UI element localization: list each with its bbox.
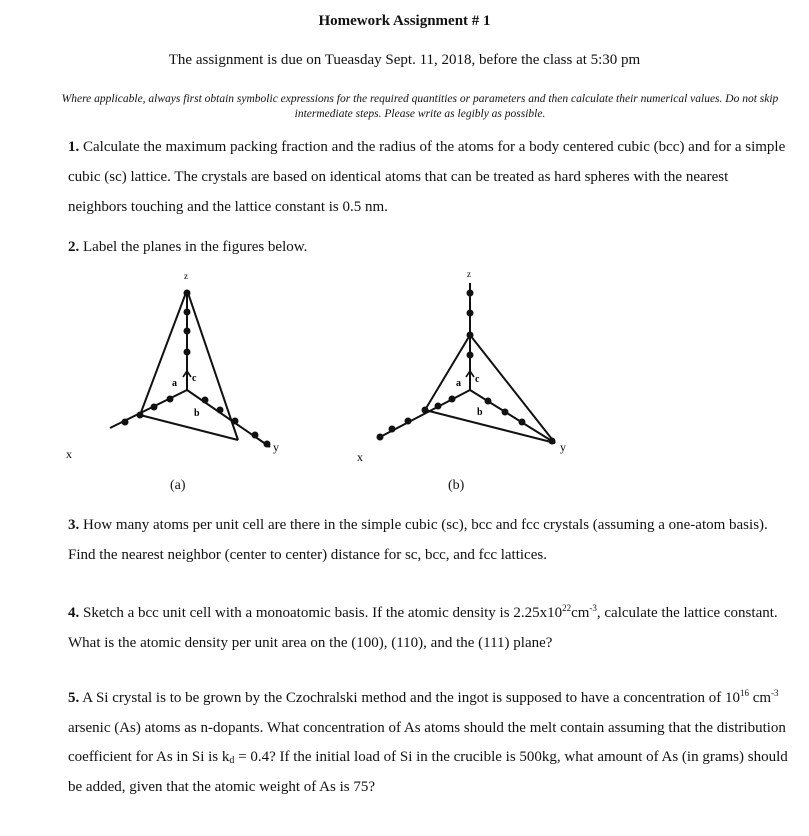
figure-a-diagram <box>60 265 290 465</box>
question-2 <box>68 232 788 262</box>
question-1 <box>68 132 788 222</box>
question-2-text: Label the planes in the figures below. <box>83 239 308 255</box>
question-5-exponent-2: -3 <box>771 688 779 698</box>
figure-b-atom <box>519 419 526 426</box>
figure-a-c-arrow <box>183 371 191 390</box>
question-1-text: Calculate the maximum packing fraction and the radius of the atoms for a body centered cubic (bcc) and for a simple cubic (sc) lattice. The crystals are based on identical atoms that can be treated as hard spheres with the nearest neighbors touching and the lattice constant is 0.5 nm. <box>68 139 786 215</box>
question-5 <box>68 684 788 802</box>
figure-a-atom <box>264 441 271 448</box>
figure-b-diagram <box>340 265 580 465</box>
question-4-exponent-1: 22 <box>562 603 572 613</box>
figure-b-atom <box>549 438 556 445</box>
figure-b-plane-edge-xy <box>425 410 555 443</box>
question-5-subscript: d <box>229 755 235 766</box>
figure-b-b-label: b <box>477 407 483 418</box>
figure-a-x-label: x <box>66 447 72 461</box>
figure-a-atom <box>184 290 191 297</box>
figure-b-atom <box>449 396 456 403</box>
question-3 <box>68 510 788 570</box>
figure-b-c-label: c <box>475 374 480 385</box>
page-title: Homework Assignment # 1 <box>318 13 491 29</box>
figure-b-atom <box>405 418 412 425</box>
figure-b-atom <box>422 407 429 414</box>
figure-a-atom <box>184 309 191 316</box>
figure-a-b-label: b <box>194 408 200 419</box>
figure-b-atom <box>502 409 509 416</box>
figure-a-atom <box>217 407 224 414</box>
question-5-number: 5. <box>68 690 80 706</box>
figure-b-caption: (b) <box>448 478 465 493</box>
figure-b-plane-edge-yz <box>470 335 555 443</box>
question-4-text-before: Sketch a bcc unit cell with a monoatomic basis. If the atomic density is 2.25x10 <box>83 605 563 621</box>
figure-a-atom <box>252 432 259 439</box>
figure-a-atom <box>137 412 144 419</box>
figure-a-atom <box>202 397 209 404</box>
question-4-number: 4. <box>68 605 80 621</box>
figure-b-atom <box>467 310 474 317</box>
question-5-text-3: arsenic (As) atoms as n-dopants. What concentration of As atoms should the melt contain assuming that the distribution coefficient for As in Si is k <box>68 719 786 765</box>
figure-a-atom <box>151 404 158 411</box>
figure-a-atom <box>184 349 191 356</box>
question-4 <box>68 598 788 658</box>
figure-a-atom <box>232 418 239 425</box>
figure-b-y-label: y <box>560 440 566 454</box>
question-5-text-2: cm <box>748 690 772 706</box>
question-5-text-1: A Si crystal is to be grown by the Czochralski method and the ingot is supposed to have a concentration of 10 <box>82 690 740 706</box>
figure-a-caption: (a) <box>170 478 186 493</box>
question-4-exponent-2: -3 <box>589 603 597 613</box>
figure-b-c-arrow <box>466 371 474 390</box>
figure-b-a-label: a <box>456 378 461 389</box>
question-5-exponent-1: 16 <box>739 688 749 698</box>
question-5-text-4: = 0.4? If the initial load of Si in the crucible is 500kg, what amount of As (in grams) should be added, given that the atomic weight of As is 75? <box>68 749 788 795</box>
question-4-unit: cm <box>571 605 590 621</box>
figure-b-atom <box>485 398 492 405</box>
question-1-number: 1. <box>68 139 80 155</box>
figure-b-atom <box>377 434 384 441</box>
figure-a-c-label: c <box>192 373 197 384</box>
figure-b-x-label: x <box>357 450 363 464</box>
figure-a-y-label: y <box>273 440 279 454</box>
due-date-line: The assignment is due on Tueasday Sept. 11, 2018, before the class at 5:30 pm <box>168 52 641 68</box>
question-4-text-after: , calculate the lattice constant. What is the atomic density per unit area on the (100), (110), and the (111) plane? <box>68 605 778 651</box>
figure-b-atom <box>435 403 442 410</box>
figure-b-atom <box>467 352 474 359</box>
figure-b-plane-edge-xz <box>425 335 470 410</box>
question-3-number: 3. <box>68 517 80 533</box>
figure-b-atom <box>389 426 396 433</box>
instructions: Where applicable, always first obtain symbolic expressions for the required quantities or parameters and then calculate their numerical values. Do not skip intermediate steps. Please write as legibly as possible. <box>61 93 779 120</box>
figure-a-a-label: a <box>172 378 177 389</box>
figure-b-z-label: z <box>467 269 471 279</box>
figure-b-atom <box>467 332 474 339</box>
figure-a-plane-edge-xz <box>140 290 187 415</box>
figure-a-atom <box>167 396 174 403</box>
figure-b-atom <box>467 290 474 297</box>
figure-b-y-axis <box>470 390 555 443</box>
figure-a-atom <box>122 419 129 426</box>
figure-a-plane-edge-xy <box>140 415 238 440</box>
figure-a-atom <box>184 328 191 335</box>
figure-a-z-label: z <box>184 271 188 281</box>
question-2-number: 2. <box>68 239 80 255</box>
question-3-text: How many atoms per unit cell are there in the simple cubic (sc), bcc and fcc crystals (assuming a one-atom basis). Find the nearest neighbor (center to center) distance for sc, bcc, and fcc lattices. <box>68 517 768 563</box>
